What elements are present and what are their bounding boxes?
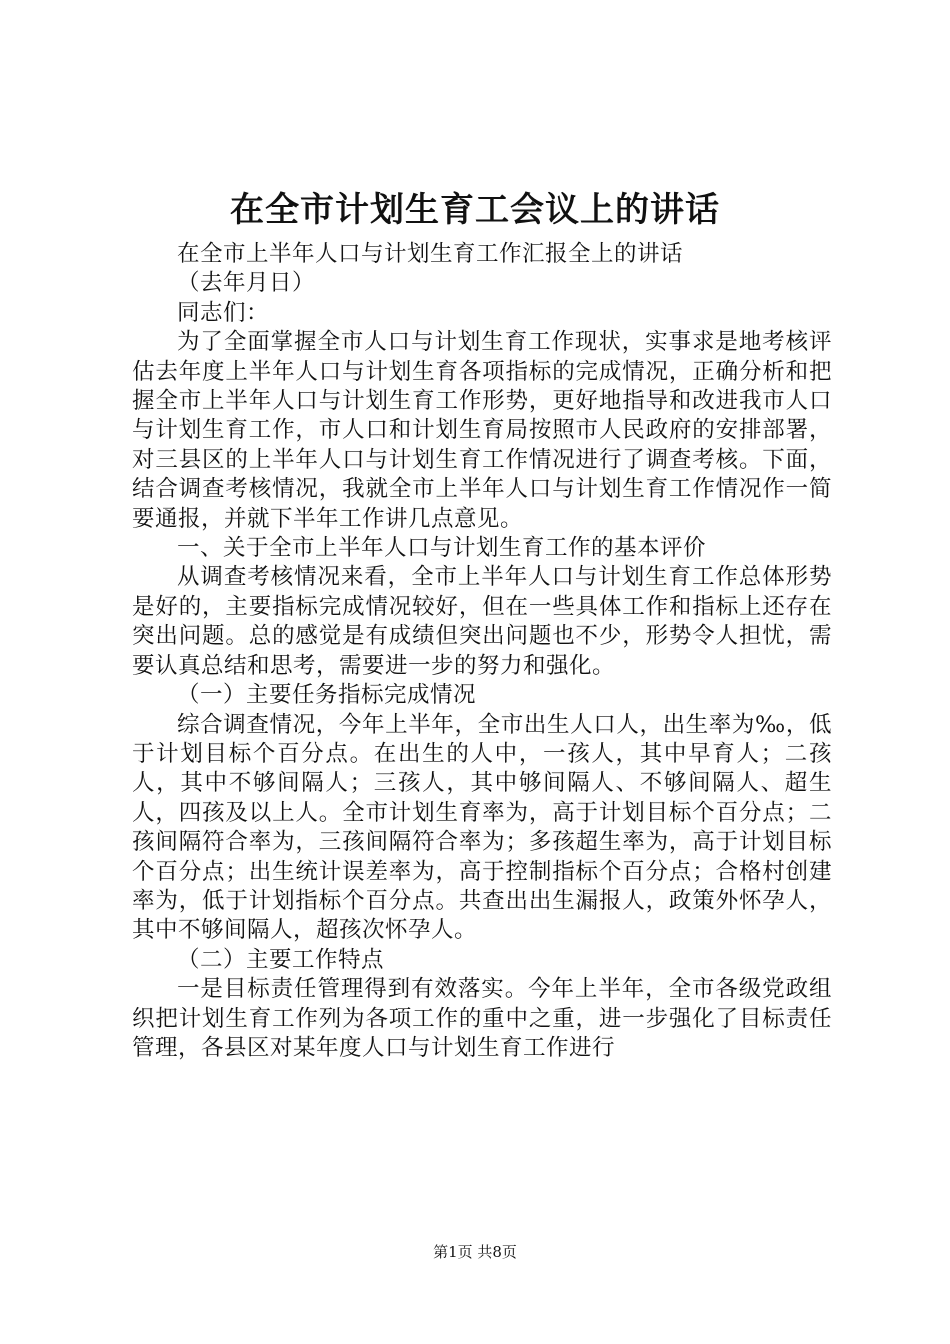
page-number-footer: 第1页 共8页 [433,1243,517,1261]
section-heading: 一、关于全市上半年人口与计划生育工作的基本评价 [177,535,707,562]
body-paragraph: 综合调查情况，今年上半年，全市出生人口人，出生率为‰，低于计划目标个百分点。在出生的人中，一孩人，其中早育人；二孩人，其中不够间隔人；三孩人，其中够间隔人、不够间隔人、超生人，四孩及以上人。全市计划生育率为，高于计划目标个百分点；二孩间隔符合率为，三孩间隔符合率为；多孩超生率为，高于计划目标个百分点；出生统计误差率为，高于控制指标个百分点；合格村创建率为，低于计划指标个百分点。共查出出生漏报人，政策外怀孕人，其中不够间隔人，超孩次怀孕人。 [132,711,832,944]
salutation-paragraph: 同志们： [177,299,270,326]
body-paragraph: 一是目标责任管理得到有效落实。今年上半年，全市各级党政组织把计划生育工作列为各项工作的重中之重，进一步强化了目标责任管理，各县区对某年度人口与计划生育工作进行 [132,976,832,1061]
subtitle-paragraph: 在全市上半年人口与计划生育工作汇报全上的讲话 [177,241,684,267]
subsection-heading: （二）主要工作特点 [177,946,385,973]
body-paragraph: 从调查考核情况来看，全市上半年人口与计划生育工作总体形势是好的，主要指标完成情况较好，但在一些具体工作和指标上还存在突出问题。总的感觉是有成绩但突出问题也不少，形势令人担忧，需要认真总结和思考，需要进一步的努力和强化。 [132,564,832,679]
body-paragraph: 为了全面掌握全市人口与计划生育工作现状，实事求是地考核评估去年度上半年人口与计划生育各项指标的完成情况，正确分析和把握全市上半年人口与计划生育工作形势，更好地指导和改进我市人口与计划生育工作，市人口和计划生育局按照市人民政府的安排部署，对三县区的上半年人口与计划生育工作情况进行了调查考核。下面，结合调查考核情况，我就全市上半年人口与计划生育工作情况作一简要通报，并就下半年工作讲几点意见。 [132,329,832,532]
date-paragraph: （去年月日） [177,270,316,297]
document-title: 在全市计划生育工会议上的讲话 [230,190,720,230]
subsection-heading: （一）主要任务指标完成情况 [177,682,477,709]
document-body [132,240,832,1063]
